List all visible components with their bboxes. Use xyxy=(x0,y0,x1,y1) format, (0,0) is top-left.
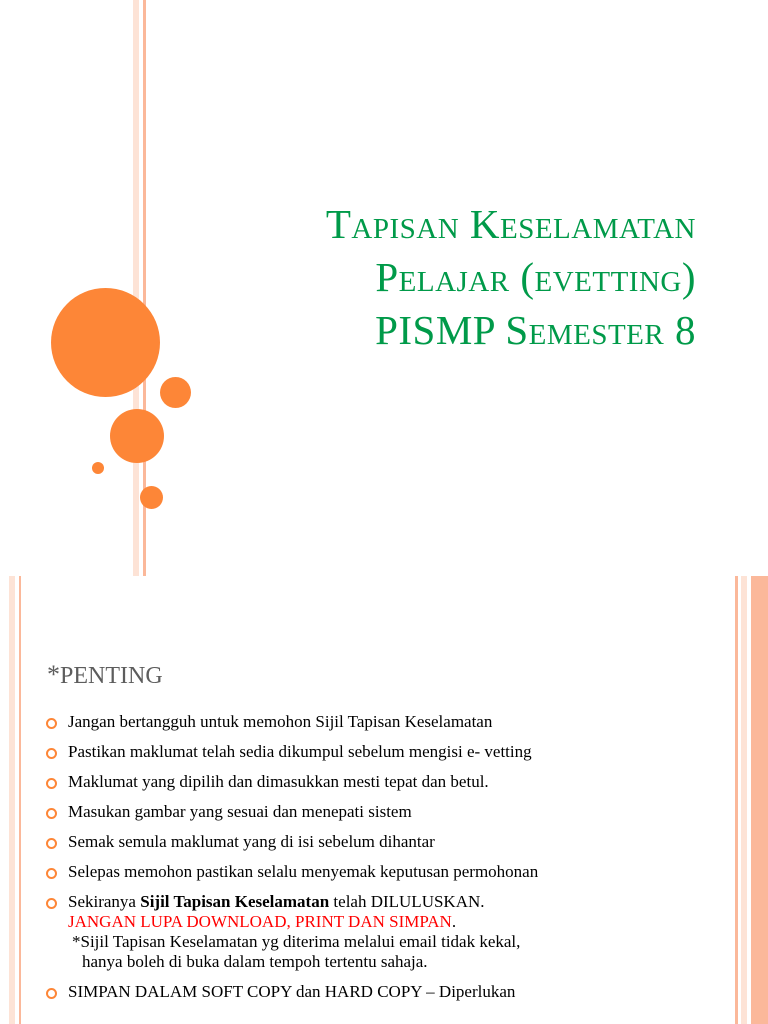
bullet-text: Pastikan maklumat telah sedia dikumpul sebelum mengisi e- vetting xyxy=(68,742,532,761)
list-item xyxy=(46,712,726,732)
bullet-icon xyxy=(46,868,57,879)
slide-heading xyxy=(47,660,163,690)
list-item xyxy=(46,802,726,822)
title-line-1: Tapisan Keselamatan xyxy=(325,201,696,247)
left-stripe-dark xyxy=(19,576,21,1024)
decorative-circle-medium xyxy=(110,409,164,463)
warning-text: JANGAN LUPA DOWNLOAD, PRINT DAN SIMPAN xyxy=(68,912,452,931)
bullet-icon xyxy=(46,718,57,729)
bullet-text: Jangan bertangguh untuk memohon Sijil Tapisan Keselamatan xyxy=(68,712,493,731)
decorative-circle-small xyxy=(160,377,191,408)
list-item xyxy=(46,982,726,1002)
heading-text: PENTING xyxy=(60,663,163,689)
bullet-icon xyxy=(46,778,57,789)
note-text: *Sijil Tapisan Keselamatan yg diterima melalui email tidak kekal, xyxy=(72,932,521,951)
list-item xyxy=(46,742,726,762)
bullet-text: Masukan gambar yang sesuai dan menepati sistem xyxy=(68,802,412,821)
bullet-text: Sekiranya xyxy=(68,892,141,911)
bullet-text: Selepas memohon pastikan selalu menyemak keputusan permohonan xyxy=(68,862,539,881)
bullet-bold-text: Sijil Tapisan Keselamatan xyxy=(140,892,330,911)
title-line-2: Pelajar (evetting) xyxy=(375,254,696,300)
bullet-text: SIMPAN DALAM SOFT COPY dan HARD COPY – Diperlukan xyxy=(68,982,516,1001)
bullet-text: telah DILULUSKAN. xyxy=(329,892,485,911)
decorative-circle-small-2 xyxy=(140,486,163,509)
heading-asterisk: * xyxy=(47,660,60,689)
decorative-circle-large xyxy=(51,288,160,397)
list-item xyxy=(46,832,726,852)
bullet-icon xyxy=(46,748,57,759)
bullet-icon xyxy=(46,838,57,849)
list-item xyxy=(46,862,726,882)
note-text: hanya boleh di buka dalam tempoh tertentu sahaja. xyxy=(82,952,428,971)
bullet-icon xyxy=(46,898,57,909)
bullet-icon xyxy=(46,808,57,819)
content-slide xyxy=(0,576,768,1024)
list-item xyxy=(46,892,726,972)
slide-title xyxy=(150,198,696,357)
bullet-text: . xyxy=(451,912,457,931)
bullet-icon xyxy=(46,988,57,999)
title-line-3: PISMP Semester 8 xyxy=(375,307,696,353)
decorative-circle-tiny xyxy=(92,462,104,474)
left-stripe-light xyxy=(9,576,15,1024)
right-stripe-2 xyxy=(741,576,747,1024)
list-item xyxy=(46,772,726,792)
right-stripe-1 xyxy=(735,576,738,1024)
left-stripe-light xyxy=(133,0,139,576)
bullet-list xyxy=(46,712,726,1012)
right-stripe-3 xyxy=(751,576,768,1024)
bullet-text: Semak semula maklumat yang di isi sebelum dihantar xyxy=(68,832,435,851)
bullet-text: Maklumat yang dipilih dan dimasukkan mesti tepat dan betul. xyxy=(68,772,489,791)
